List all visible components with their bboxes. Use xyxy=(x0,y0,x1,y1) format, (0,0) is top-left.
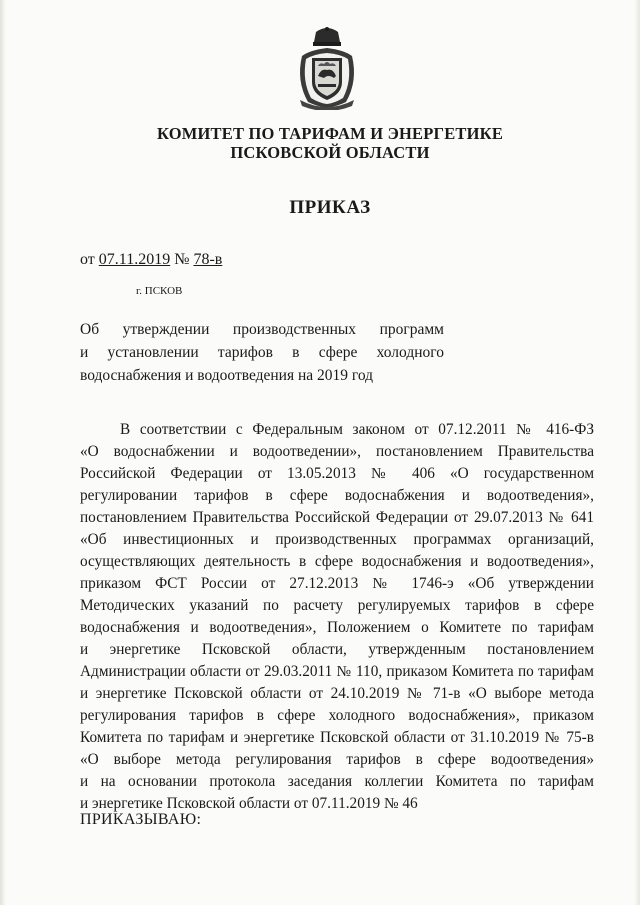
body-line: водоснабжения и водоотведения», Положением о Комитете по тарифам xyxy=(80,619,594,636)
body-line: Российской Федерации от 13.05.2013 № 406 «О государственном xyxy=(80,465,594,482)
coat-of-arms-emblem xyxy=(294,26,360,110)
decree-word: ПРИКАЗЫВАЮ: xyxy=(80,811,202,828)
body-line: «О выборе метода регулирования тарифов в сфере водоотведения» xyxy=(80,751,594,768)
body-line: Комитета по тарифам и энергетике Псковской области от 31.10.2019 № 75-в xyxy=(80,729,594,746)
body-line: регулирования тарифов в сфере холодного водоснабжения», приказом xyxy=(80,707,594,724)
body-line: и энергетике Псковской области от 07.11.2019 № 46 xyxy=(80,795,418,812)
organization-name-line2: ПСКОВСКОЙ ОБЛАСТИ xyxy=(230,143,430,162)
subject-line: и установлении тарифов в сфере холодного xyxy=(80,344,444,361)
body-line: приказом ФСТ России от 27.12.2013 № 1746-э «Об утверждении xyxy=(80,575,594,592)
subject-line: Об утверждении производственных программ xyxy=(80,321,444,338)
body-line: и энергетике Псковской области от 24.10.2019 № 71-в «О выборе метода xyxy=(80,685,594,702)
body-line: «Об инвестиционных и производственных программах организаций, xyxy=(80,531,594,548)
order-number-prefix: № xyxy=(174,251,190,268)
body-line: и на основании протокола заседания коллегии Комитета по тарифам xyxy=(80,773,594,790)
body-line: постановлением Правительства Российской Федерации от 29.07.2013 № 641 xyxy=(80,509,594,526)
order-prefix: от xyxy=(80,251,95,268)
document-title: ПРИКАЗ xyxy=(289,197,371,218)
body-line: регулировании тарифов в сфере водоснабжения и водоотведения», xyxy=(80,487,594,504)
order-number: 78-в xyxy=(193,251,223,268)
body-line: Администрации области от 29.03.2011 № 110, приказом Комитета по тарифам xyxy=(80,663,594,680)
subject-line: водоснабжения и водоотведения на 2019 год xyxy=(80,367,374,384)
city: г. ПСКОВ xyxy=(136,285,183,297)
organization-name-line1: КОМИТЕТ ПО ТАРИФАМ И ЭНЕРГЕТИКЕ xyxy=(156,124,504,143)
order-date-number xyxy=(80,251,222,269)
body-line: и энергетике Псковской области, утвержденным постановлением xyxy=(80,641,594,658)
body-line: «О водоснабжении и водоотведении», постановлением Правительства xyxy=(80,443,594,460)
body-line: Методических указаний по расчету регулируемых тарифов в сфере xyxy=(80,597,594,614)
order-date: 07.11.2019 xyxy=(98,251,171,268)
body-line: осуществляющих деятельность в сфере водоснабжения и водоотведения», xyxy=(80,553,594,570)
body-line: В соответствии с Федеральным законом от 07.12.2011 № 416-ФЗ xyxy=(120,421,594,438)
